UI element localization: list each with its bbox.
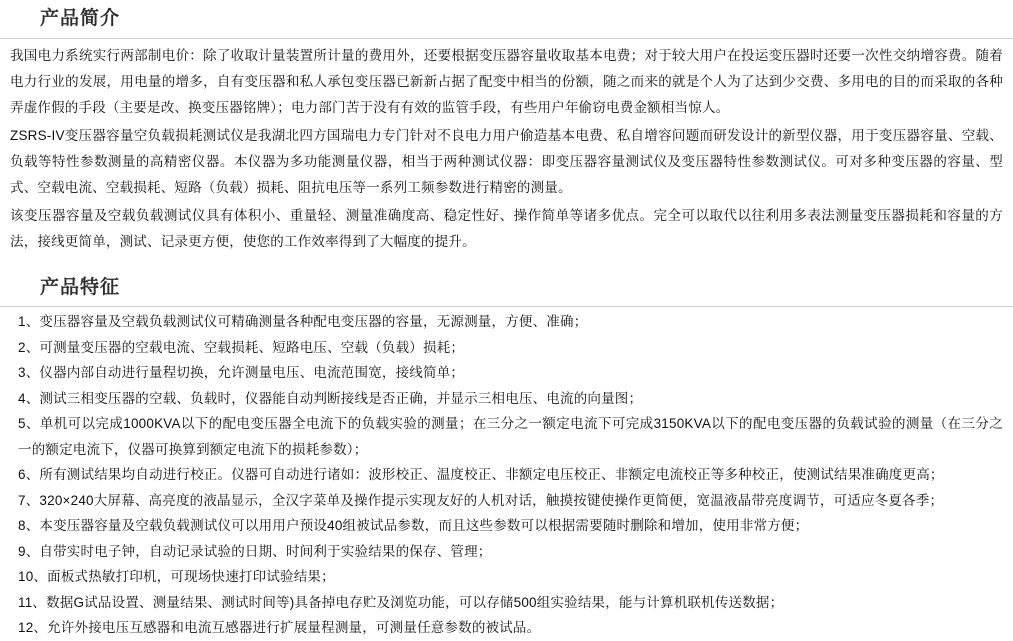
product-features-heading: 产品特征 (40, 276, 121, 298)
heading-divider (0, 306, 1013, 307)
list-item: 3、仪器内部自动进行量程切换，允许测量电压、电流范围宽，接线简单； (18, 365, 465, 381)
product-intro-heading: 产品简介 (40, 8, 121, 29)
product-features-list (0, 307, 1013, 641)
list-item: 12、允许外接电压互感器和电流互感器进行扩展量程测量，可测量任意参数的被试品。 (18, 620, 541, 636)
list-item: 6、所有测试结果均自动进行校正。仪器可自动进行诸如：波形校正、温度校正、非额定电压校正、非额定电流校正等多种校正，使测试结果准确度更高； (18, 467, 944, 483)
list-item: 9、自带实时电子钟，自动记录试验的日期、时间利于实验结果的保存、管理； (18, 543, 492, 559)
product-features-heading-wrap (0, 269, 1013, 308)
heading-divider (0, 38, 1013, 39)
list-item: 1、变压器容量及空载负载测试仪可精确测量各种配电变压器的容量，无源测量，方便、准确； (18, 314, 588, 330)
list-item: 10、面板式热敏打印机，可现场快速打印试验结果； (18, 569, 335, 585)
list-item: 4、测试三相变压器的空载、负载时，仪器能自动判断接线是否正确，并显示三相电压、电流的向量图； (18, 390, 643, 406)
list-item: 2、可测量变压器的空载电流、空载损耗、短路电压、空载（负载）损耗； (18, 339, 465, 355)
product-intro-body (0, 39, 1013, 259)
section-gap (0, 259, 1013, 269)
list-item: 11、数据G试品设置、测量结果、测试时间等)具备掉电存贮及浏览功能，可以存储500组实验结果，能与计算机联机传送数据； (18, 594, 784, 610)
list-item: 8、本变压器容量及空载负载测试仪可以用用户预设40组被试品参数，而且这些参数可以根据需要随时删除和增加，使用非常方便； (18, 518, 809, 534)
intro-paragraph: ZSRS-IV变压器容量空负载损耗测试仪是我湖北四方国瑞电力专门针对不良电力用户偷造基本电费、私自增容问题而研发设计的新型仪器，用于变压器容量、空载、负载等特性参数测量的高精密仪器。本仪器为多功能测量仪器，相当于两种测试仪器：即变压器容量测试仪及变压器特性参数测试仪。可对多种变压器的容量、型式、空载电流、空载损耗、短路（负载）损耗、阻抗电压等一系列工频参数进行精密的测量。 (10, 127, 1003, 195)
list-item: 5、单机可以完成1000KVA以下的配电变压器全电流下的负载实验的测量；在三分之一额定电流下可完成3150KVA以下的配电变压器的负载试验的测量（在三分之一的额定电流下，仪器可换算到额定电流下的损耗参数）； (18, 416, 1003, 457)
intro-paragraph: 该变压器容量及空载负载测试仪具有体积小、重量轻、测量准确度高、稳定性好、操作简单等诸多优点。完全可以取代以往利用多表法测量变压器损耗和容量的方法，接线更简单，测试、记录更方便，使您的工作效率得到了大幅度的提升。 (10, 207, 1003, 249)
list-item: 7、320×240大屏幕、高亮度的液晶显示，全汉字菜单及操作提示实现友好的人机对话，触摸按键使操作更简便，宽温液晶带亮度调节，可适应冬夏各季； (18, 492, 944, 508)
intro-paragraph: 我国电力系统实行两部制电价：除了收取计量装置所计量的费用外，还要根据变压器容量收取基本电费；对于较大用户在投运变压器时还要一次性交纳增容费。随着电力行业的发展，用电量的增多，自有变压器和私人承包变压器已新新占据了配变中相当的份额，随之而来的就是个人为了达到少交费、多用电的目的而采取的各种弄虚作假的手段（主要是改、换变压器铭牌）；电力部门苦于没有有效的监管手段，有些用户年偷窃电费金额相当惊人。 (10, 47, 1003, 115)
product-intro-heading-wrap (0, 0, 1013, 39)
